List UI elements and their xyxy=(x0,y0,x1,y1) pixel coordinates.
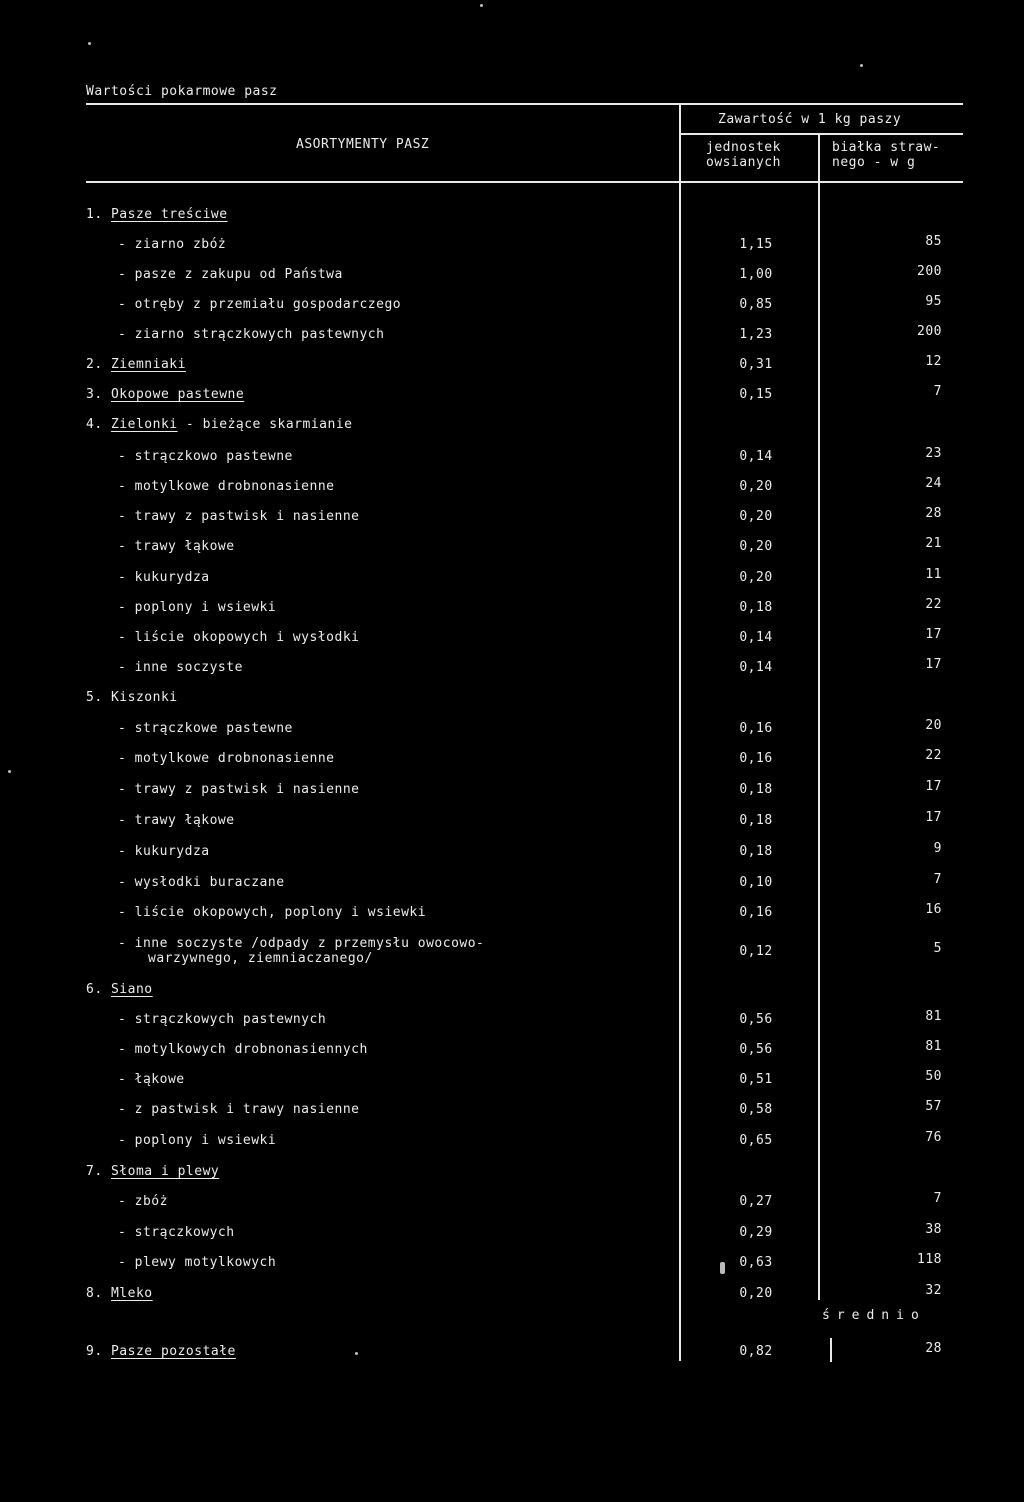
protein-value: 57 xyxy=(925,1099,942,1114)
table-row-label: - liście okopowych, poplony i wsiewki xyxy=(118,905,427,920)
oat-units-value: 1,15 xyxy=(739,237,773,252)
protein-value: 200 xyxy=(917,324,942,339)
oat-units-value: 0,65 xyxy=(739,1133,773,1148)
section-heading: 6. Siano xyxy=(86,982,153,997)
table-row-label: - motylkowe drobnonasienne xyxy=(118,479,335,494)
oat-units-value: 0,51 xyxy=(739,1072,773,1087)
oat-units-value: 0,31 xyxy=(739,357,773,372)
protein-value: 81 xyxy=(925,1039,942,1054)
oat-units-value: 0,10 xyxy=(739,875,773,890)
protein-value: 12 xyxy=(925,354,942,369)
table-row-label: - motylkowych drobnonasiennych xyxy=(118,1042,368,1057)
oat-units-value: 0,20 xyxy=(739,479,773,494)
header-content-per-kg: Zawartość w 1 kg paszy xyxy=(718,112,902,127)
column-divider-1 xyxy=(679,103,681,1361)
protein-value: 16 xyxy=(925,902,942,917)
section-heading: 7. Słoma i plewy xyxy=(86,1164,220,1179)
table-row-label: - plewy motylkowych xyxy=(118,1255,277,1270)
section-heading: 2. Ziemniaki xyxy=(86,357,186,372)
protein-value: 17 xyxy=(925,657,942,672)
oat-units-value: 0,18 xyxy=(739,844,773,859)
table-top-rule xyxy=(86,103,963,105)
oat-units-value: 1,23 xyxy=(739,327,773,342)
table-row-label: - inne soczyste xyxy=(118,660,243,675)
oat-units-value: 0,16 xyxy=(739,751,773,766)
table-row-label: - ziarno zbóż xyxy=(118,237,227,252)
protein-value: 22 xyxy=(925,597,942,612)
table-row-label: - trawy z pastwisk i nasienne xyxy=(118,509,360,524)
table-row-label: - strączkowych pastewnych xyxy=(118,1012,327,1027)
oat-units-value: 0,58 xyxy=(739,1102,773,1117)
oat-units-value: 0,56 xyxy=(739,1012,773,1027)
oat-units-value: 0,82 xyxy=(739,1344,773,1359)
oat-units-value: 0,20 xyxy=(739,1286,773,1301)
protein-value: 200 xyxy=(917,264,942,279)
section-heading: 4. Zielonki - bieżące skarmianie xyxy=(86,417,353,432)
protein-value: 85 xyxy=(925,234,942,249)
table-row-label: - wysłodki buraczane xyxy=(118,875,285,890)
oat-units-value: 0,29 xyxy=(739,1225,773,1240)
section-heading: 5. Kiszonki xyxy=(86,690,178,705)
table-row-label: - inne soczyste /odpady z przemysłu owocowo- warzywnego, ziemniaczanego/ xyxy=(118,936,485,966)
oat-units-value: 0,16 xyxy=(739,905,773,920)
section-heading: 8. Mleko xyxy=(86,1286,153,1301)
oat-units-value: 0,16 xyxy=(739,721,773,736)
protein-value: 32 xyxy=(925,1283,942,1298)
protein-value: 20 xyxy=(925,718,942,733)
protein-value: 17 xyxy=(925,779,942,794)
oat-units-value: 0,18 xyxy=(739,600,773,615)
oat-units-value: 0,56 xyxy=(739,1042,773,1057)
scan-speck xyxy=(88,42,91,45)
protein-value: 50 xyxy=(925,1069,942,1084)
protein-value: 21 xyxy=(925,536,942,551)
page-title: Wartości pokarmowe pasz xyxy=(86,84,278,99)
table-row-label: - trawy łąkowe xyxy=(118,813,235,828)
table-row-label: - łąkowe xyxy=(118,1072,185,1087)
protein-value: 9 xyxy=(933,841,942,856)
section-heading: 9. Pasze pozostałe xyxy=(86,1344,236,1359)
section-heading: 3. Okopowe pastewne xyxy=(86,387,245,402)
oat-units-value: 0,14 xyxy=(739,449,773,464)
table-row-label: - strączkowe pastewne xyxy=(118,721,293,736)
column-divider-2-tail xyxy=(830,1338,832,1362)
table-row-label: - kukurydza xyxy=(118,570,210,585)
table-row-label: - z pastwisk i trawy nasienne xyxy=(118,1102,360,1117)
protein-value: 76 xyxy=(925,1130,942,1145)
average-label: średnio xyxy=(822,1308,926,1323)
protein-value: 7 xyxy=(933,1191,942,1206)
protein-value: 17 xyxy=(925,627,942,642)
oat-units-value: 0,20 xyxy=(739,509,773,524)
protein-value: 24 xyxy=(925,476,942,491)
protein-value: 17 xyxy=(925,810,942,825)
protein-value: 22 xyxy=(925,748,942,763)
table-row-label: - strączkowych xyxy=(118,1225,235,1240)
oat-units-value: 0,14 xyxy=(739,660,773,675)
protein-value: 7 xyxy=(933,872,942,887)
table-row-label: - motylkowe drobnonasienne xyxy=(118,751,335,766)
header-assortment: ASORTYMENTY PASZ xyxy=(296,137,430,152)
section-heading: 1. Pasze treściwe xyxy=(86,207,228,222)
table-row-label: - kukurydza xyxy=(118,844,210,859)
header-group-rule xyxy=(680,133,963,135)
oat-units-value: 0,63 xyxy=(739,1255,773,1270)
oat-units-value: 0,12 xyxy=(739,944,773,959)
header-digestible-protein: białka straw- nego - w g xyxy=(832,140,941,170)
table-row-label: - poplony i wsiewki xyxy=(118,1133,277,1148)
protein-value: 95 xyxy=(925,294,942,309)
scan-speck xyxy=(355,1352,358,1355)
oat-units-value: 0,20 xyxy=(739,539,773,554)
protein-value: 23 xyxy=(925,446,942,461)
table-row-label: - poplony i wsiewki xyxy=(118,600,277,615)
protein-value: 7 xyxy=(933,384,942,399)
protein-value: 28 xyxy=(925,506,942,521)
oat-units-value: 0,18 xyxy=(739,782,773,797)
scan-speck xyxy=(860,64,863,67)
protein-value: 118 xyxy=(917,1252,942,1267)
oat-units-value: 0,20 xyxy=(739,570,773,585)
table-row-label: - zbóż xyxy=(118,1194,168,1209)
header-oat-units: jednostek owsianych xyxy=(706,140,781,170)
table-row-label: - trawy łąkowe xyxy=(118,539,235,554)
oat-units-value: 0,15 xyxy=(739,387,773,402)
column-divider-2 xyxy=(818,134,820,1300)
scan-speck xyxy=(720,1262,725,1274)
table-row-label: - trawy z pastwisk i nasienne xyxy=(118,782,360,797)
protein-value: 28 xyxy=(925,1341,942,1356)
table-row-label: - liście okopowych i wysłodki xyxy=(118,630,360,645)
table-row-label: - strączkowo pastewne xyxy=(118,449,293,464)
protein-value: 38 xyxy=(925,1222,942,1237)
protein-value: 81 xyxy=(925,1009,942,1024)
protein-value: 5 xyxy=(933,941,942,956)
oat-units-value: 0,27 xyxy=(739,1194,773,1209)
table-row-label: - pasze z zakupu od Państwa xyxy=(118,267,343,282)
oat-units-value: 0,14 xyxy=(739,630,773,645)
scan-speck xyxy=(480,4,483,7)
table-row-label: - otręby z przemiału gospodarczego xyxy=(118,297,402,312)
table-row-label: - ziarno strączkowych pastewnych xyxy=(118,327,385,342)
oat-units-value: 0,85 xyxy=(739,297,773,312)
protein-value: 11 xyxy=(925,567,942,582)
oat-units-value: 0,18 xyxy=(739,813,773,828)
scan-speck xyxy=(8,770,11,773)
oat-units-value: 1,00 xyxy=(739,267,773,282)
header-bottom-rule xyxy=(86,181,963,183)
